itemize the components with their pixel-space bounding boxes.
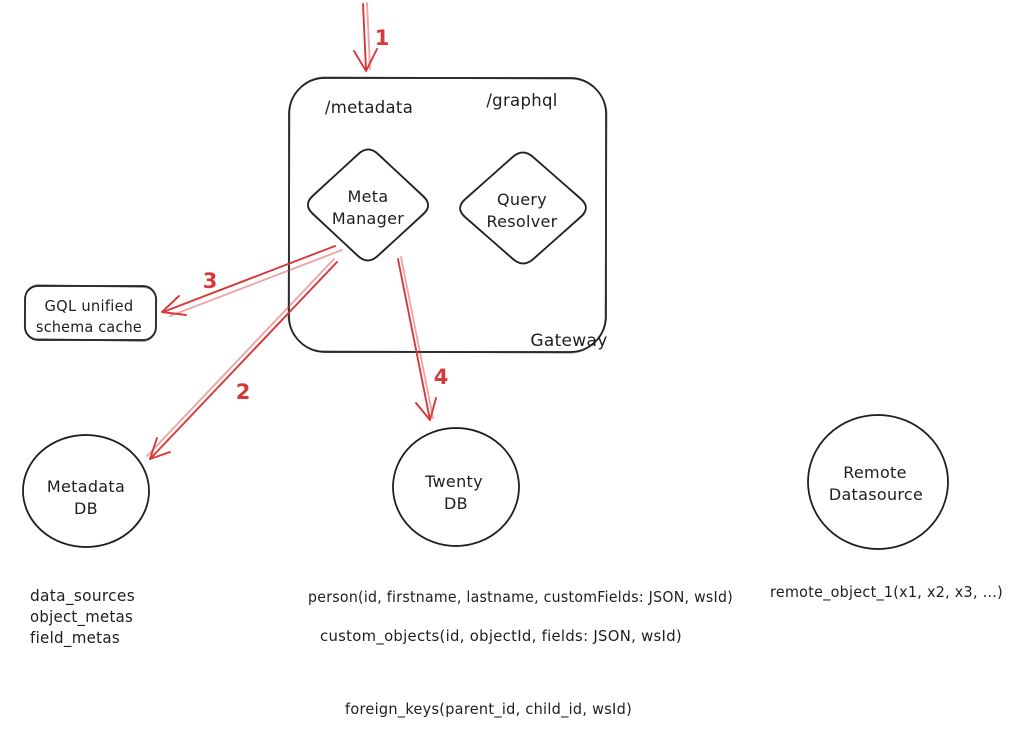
metadata-db-label-1: Metadata — [46, 477, 126, 496]
arrow-4-to-twenty-db — [398, 257, 448, 420]
remote-datasource-tables — [770, 583, 1015, 602]
meta-manager-label-1: Meta — [347, 187, 389, 206]
schema-cache-label-2: schema cache — [36, 318, 142, 336]
arrow-1-line — [363, 4, 366, 70]
gateway-label: Gateway — [530, 331, 608, 351]
arrow-3-to-schema-cache — [162, 246, 342, 316]
metadata-db-tables — [30, 586, 141, 648]
endpoint-graphql-label: /graphql — [486, 91, 558, 110]
endpoint-metadata-label: /metadata — [324, 98, 414, 117]
table-schema: remote_object_1(x1, x2, x3, ...) — [770, 583, 1015, 601]
arrow-3-line — [163, 246, 335, 312]
arrow-3-label: 3 — [202, 269, 218, 293]
query-resolver-label-1: Query — [496, 190, 548, 209]
table-schema: person(id, firstname, lastname, customFields: JSON, wsId) — [308, 588, 733, 606]
table-name: data_sources — [30, 586, 140, 605]
remote-datasource-label-2: Datasource — [828, 485, 924, 504]
metadata-db-label-2: DB — [74, 499, 98, 518]
remote-datasource-label-1: Remote — [843, 463, 907, 482]
table-name: field_metas — [30, 628, 126, 647]
meta-manager-node — [307, 148, 429, 261]
sketch-overstroke — [401, 257, 433, 418]
twenty-db-label-1: Twenty — [425, 472, 483, 491]
twenty-db-node — [391, 426, 521, 548]
query-resolver-node — [459, 152, 587, 265]
arrow-2-line — [150, 262, 337, 459]
table-schema: custom_objects(id, objectId, fields: JSON, wsId) — [320, 627, 687, 645]
metadata-db-node — [21, 433, 151, 550]
remote-datasource-node — [806, 413, 950, 551]
sketch-overstroke — [367, 3, 370, 69]
table-name: object_metas — [30, 607, 141, 626]
arrow-1-label: 1 — [374, 26, 390, 50]
twenty-db-label-2: DB — [444, 494, 468, 513]
meta-manager-label-2: Manager — [331, 209, 405, 228]
table-schema: foreign_keys(parent_id, child_id, wsId) — [345, 700, 643, 718]
schema-cache-node — [24, 285, 156, 342]
schema-cache-label-1: GQL unified — [44, 297, 134, 315]
sketch-overstroke — [806, 413, 950, 551]
twenty-db-tables — [308, 588, 733, 719]
arrow-4-line — [398, 259, 430, 420]
arrow-1-request-in — [354, 3, 389, 71]
arrow-4-label: 4 — [433, 365, 449, 389]
query-resolver-label-2: Resolver — [486, 212, 558, 231]
arrow-2-label: 2 — [235, 380, 251, 404]
